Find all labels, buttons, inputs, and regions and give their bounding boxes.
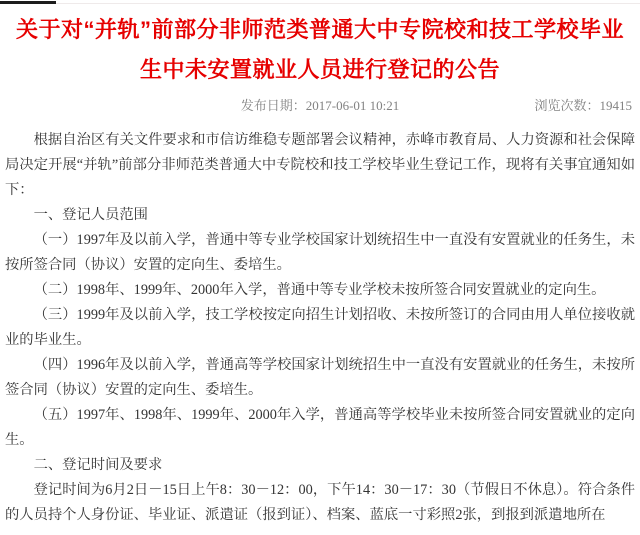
page-top-divider [0,3,640,4]
meta-bar [0,96,640,116]
article-paragraph: 二、登记时间及要求 [33,457,163,473]
top-left-border-fragment [0,1,56,4]
article-paragraph: 根据自治区有关文件要求和市信访维稳专题部署会议精神，赤峰市教育局、人力资源和社会保障局决定开展“并轨”前部分非师范类普通大中专院校和技工学校毕业生登记工作，现将有关事宜通知如下： [5,132,635,198]
article-paragraph: 一、登记人员范围 [33,207,148,223]
page-title: 关于对“并轨”前部分非师范类普通大中专院校和技工学校毕业生中未安置就业人员进行登记的公告 [15,17,624,82]
article-paragraph: （五）1997年、1998年、1999年、2000年入学，普通高等学校毕业未按所签合同安置就业的定向生。 [5,407,635,448]
article-paragraph: （一）1997年及以前入学，普通中等专业学校国家计划统招生中一直没有安置就业的任务生，未按所签合同（协议）安置的定向生、委培生。 [5,232,635,273]
view-count-value: 19415 [599,98,632,113]
publish-date [241,98,400,113]
article-body [0,128,640,528]
view-count-label: 浏览次数： [534,98,600,113]
article-paragraph: 登记时间为6月2日－15日上午8：30－12：00，下午14：30－17：30（节假日不休息）。符合条件的人员持个人身份证、毕业证、派遣证（报到证）、档案、蓝底一寸彩照2张，到报到派遣地所在 [5,482,635,523]
publish-date-label: 发布日期： [240,98,306,113]
article-paragraph: （三）1999年及以前入学，技工学校按定向招生计划招收、未按所签订的合同由用人单位接收就业的毕业生。 [5,307,635,348]
article-paragraph: （二）1998年、1999年、2000年入学，普通中等专业学校未按所签合同安置就业的定向生。 [33,282,606,298]
article-paragraph: （四）1996年及以前入学，普通高等学校国家计划统招生中一直没有安置就业的任务生，未按所签合同（协议）安置的定向生、委培生。 [5,357,635,398]
view-count [534,96,632,116]
publish-date-value: 2017-06-01 10:21 [305,98,400,113]
